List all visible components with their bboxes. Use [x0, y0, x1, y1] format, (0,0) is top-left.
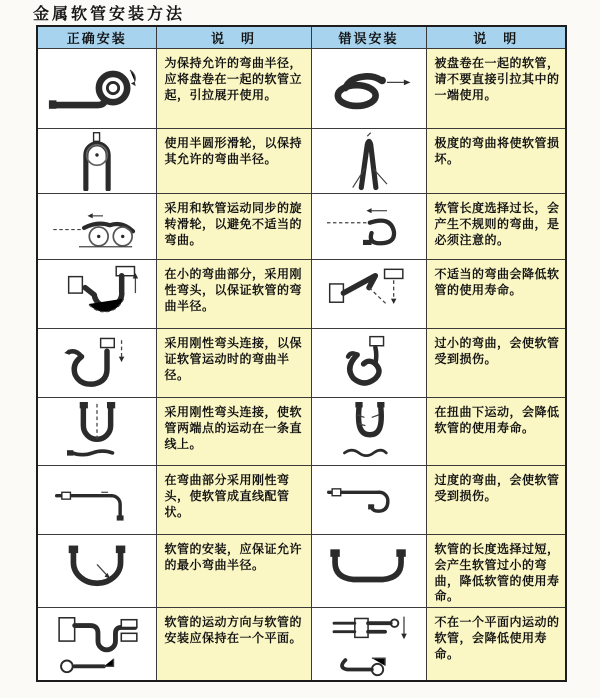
wrong-image-cell — [311, 608, 426, 681]
table-row — [37, 608, 566, 681]
correct-description: 采用刚性弯头连接，使软管两端点的运动在一条直线上。 — [156, 398, 311, 466]
out-of-plane-assembly-icon — [317, 610, 421, 678]
wrong-description: 被盘卷在一起的软管，请不要直接引拉其中的一端使用。 — [426, 49, 566, 129]
standing-coil-unroll-icon — [43, 56, 151, 122]
correct-image-cell — [37, 260, 156, 329]
table-row — [37, 466, 566, 535]
wrong-description: 过度的弯曲，会使软管受到损伤。 — [426, 466, 566, 535]
page-title: 金属软管安装方法 — [33, 4, 186, 23]
table-row — [37, 535, 566, 608]
wrong-description: 不在一个平面内运动的软管，会降低使用寿命。 — [426, 608, 566, 681]
wrong-description: 不适当的弯曲会降低软管的使用寿命。 — [426, 260, 566, 329]
correct-description: 采用刚性弯头连接，以保证软管运动时的弯曲半径。 — [156, 329, 311, 398]
table-row — [37, 260, 566, 329]
table-row — [37, 194, 566, 260]
correct-image-cell — [37, 466, 156, 535]
installation-methods-table — [36, 25, 567, 682]
wrong-description: 过小的弯曲，会使软管受到损伤。 — [426, 329, 566, 398]
wrong-image-cell — [311, 398, 426, 466]
sharp-fold-hose-icon — [319, 131, 419, 191]
kinked-hose-icon — [317, 262, 421, 326]
table-row — [37, 49, 566, 129]
correct-image-cell — [37, 194, 156, 260]
correct-image-cell — [37, 398, 156, 466]
header-description-right: 说 明 — [426, 26, 566, 49]
correct-description: 软管的运动方向与软管的安装应保持在一个平面。 — [156, 608, 311, 681]
correct-description: 采用和软管运动同步的旋转滑轮，以避免不适当的弯曲。 — [156, 194, 311, 260]
min-bend-radius-u-icon — [45, 538, 149, 604]
wrong-description: 软管的长度选择过短，会产生软管过小的弯曲，降低软管的使用寿命。 — [426, 535, 566, 608]
wrong-image-cell — [311, 194, 426, 260]
header-row — [37, 26, 566, 49]
overlong-loop-hose-icon — [317, 197, 421, 257]
correct-image-cell — [37, 329, 156, 398]
correct-image-cell — [37, 49, 156, 129]
overstretched-short-hose-icon — [317, 538, 421, 604]
header-description-left: 说 明 — [156, 26, 311, 49]
wrong-description: 在扭曲下运动，会降低软管的使用寿命。 — [426, 398, 566, 466]
wrong-image-cell — [311, 129, 426, 194]
table-row — [37, 398, 566, 466]
correct-description: 软管的安装，应保证允许的最小弯曲半径。 — [156, 535, 311, 608]
header-correct-install: 正确安装 — [37, 26, 156, 49]
inline-motion-u-hose-icon — [47, 400, 147, 464]
wrong-image-cell — [311, 466, 426, 535]
twisted-u-hose-icon — [319, 400, 419, 464]
correct-image-cell — [37, 608, 156, 681]
wrong-image-cell — [311, 329, 426, 398]
table-row — [37, 129, 566, 194]
undersized-bend-icon — [319, 331, 419, 395]
wrong-image-cell — [311, 260, 426, 329]
semicircular-pulley-icon — [47, 131, 147, 191]
correct-description: 为保持允许的弯曲半径，应将盘卷在一起的软管立起，引拉展开使用。 — [156, 49, 311, 129]
wrong-image-cell — [311, 49, 426, 129]
wrong-description: 软管长度选择过长，会产生不规则的弯曲，是必须注意的。 — [426, 194, 566, 260]
correct-image-cell — [37, 129, 156, 194]
correct-description: 使用半圆形滑轮，以保持其允许的弯曲半径。 — [156, 129, 311, 194]
correct-image-cell — [37, 535, 156, 608]
header-wrong-install: 错误安装 — [311, 26, 426, 49]
table-row — [37, 329, 566, 398]
single-plane-assembly-icon — [43, 610, 151, 678]
straight-pipe-elbow-icon — [43, 470, 151, 530]
correct-description: 在小的弯曲部分，采用刚性弯头，以保证软管的弯曲半径。 — [156, 260, 311, 329]
rigid-elbow-small-bend-icon — [43, 262, 151, 326]
rigid-elbow-connection-icon — [47, 331, 147, 395]
correct-description: 在弯曲部分采用刚性弯头，使软管成直线配管状。 — [156, 466, 311, 535]
rotating-pulleys-icon — [43, 197, 151, 257]
wrong-description: 极度的弯曲将使软管损坏。 — [426, 129, 566, 194]
overbent-elbow-icon — [317, 470, 421, 530]
wrong-image-cell — [311, 535, 426, 608]
coil-end-pull-icon — [317, 56, 421, 122]
